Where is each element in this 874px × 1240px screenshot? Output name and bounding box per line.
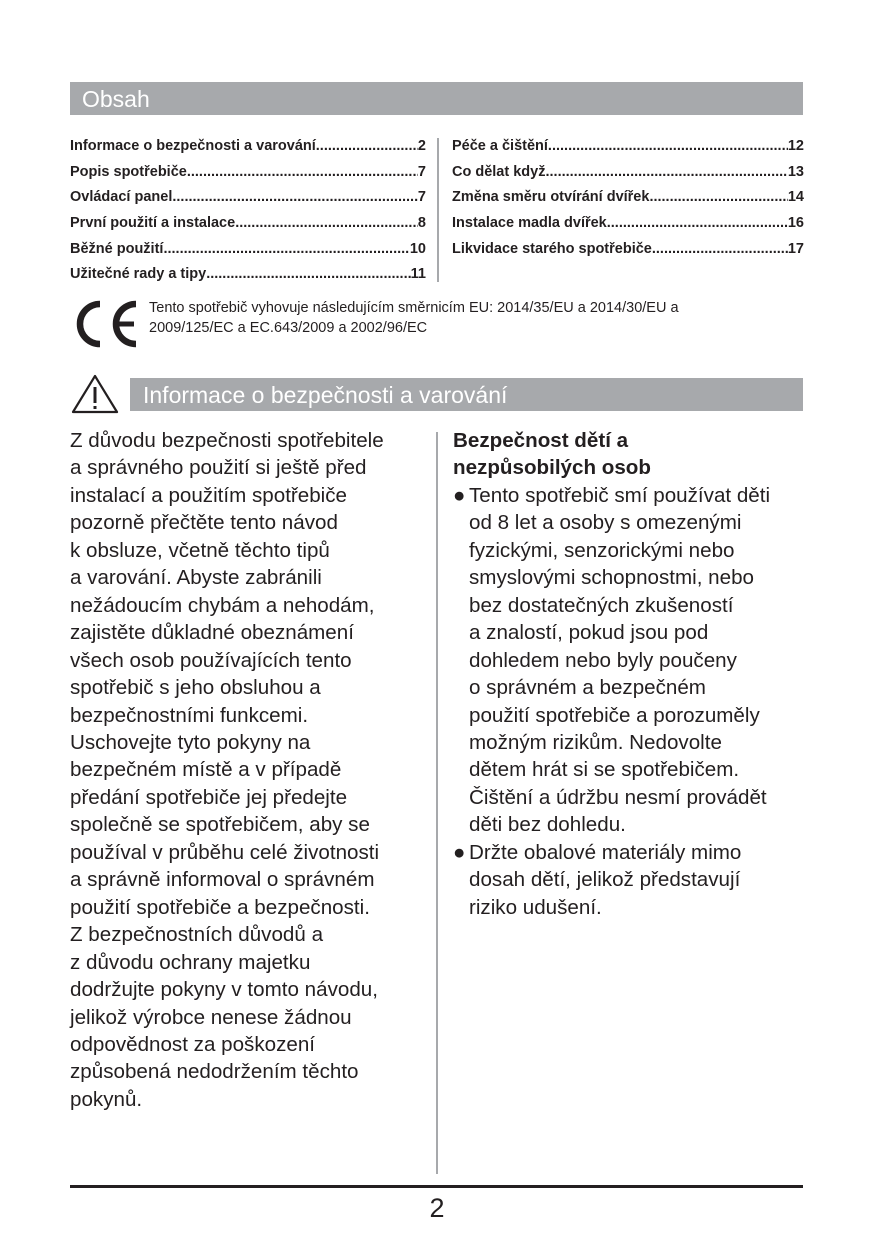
toc-entry[interactable] — [70, 162, 426, 188]
subheading: nezpůsobilých osob — [453, 456, 651, 480]
text-line: dodržujte pokyny v tomto návodu, — [70, 978, 378, 1002]
toc-entry-page: 8 — [417, 215, 426, 232]
text-line: předání spotřebiče jej předejte — [70, 785, 348, 809]
toc-entry-title: Instalace madla dvířek — [452, 215, 607, 232]
toc-entry-page: 7 — [417, 163, 426, 180]
toc-entry[interactable] — [70, 136, 426, 162]
text-line: a správně informoval o správném — [70, 868, 375, 892]
text-line: Držte obalové materiály mimo — [469, 840, 742, 864]
text-line: bez dostatečných zkušeností — [469, 593, 734, 617]
text-line: způsobená nedodržením těchto — [70, 1060, 359, 1084]
text-line: smyslovými schopnostmi, nebo — [469, 566, 754, 590]
text-line: bezpečném místě a v případě — [70, 758, 342, 782]
toc-entry-title: Změna směru otvírání dvířek — [452, 189, 650, 206]
text-line: pozorně přečtěte tento návod — [70, 511, 338, 535]
toc-entry-title: Likvidace starého spotřebiče — [452, 240, 652, 257]
text-line: o správném a bezpečném — [469, 676, 706, 700]
toc-entry-page: 7 — [417, 189, 426, 206]
text-line: spotřebič s jeho obsluhou a — [70, 676, 321, 700]
text-line: nežádoucím chybám a nehodám, — [70, 593, 375, 617]
toc-entry[interactable] — [452, 187, 804, 213]
ce-line: Tento spotřebič vyhovuje následujícím směrnicím EU: 2014/35/EU a 2014/30/EU a — [149, 300, 679, 316]
footer-rule — [70, 1185, 803, 1188]
text-line: Uschovejte tyto pokyny na — [70, 730, 311, 754]
text-line: děti bez dohledu. — [469, 813, 626, 837]
text-line: možným rizikům. Nedovolte — [469, 730, 722, 754]
toc-entry[interactable] — [452, 136, 804, 162]
text-line: instalací a použitím spotřebiče — [70, 483, 348, 507]
text-line: od 8 let a osoby s omezenými — [469, 511, 742, 535]
text-line: použití spotřebiče a porozuměly — [469, 703, 760, 727]
text-line: a správného použití si ještě před — [70, 456, 367, 480]
ce-line: 2009/125/EC a EC.643/2009 a 2002/96/EC — [149, 320, 428, 336]
toc-entry-title: První použití a instalace — [70, 215, 236, 232]
toc-entry[interactable] — [70, 187, 426, 213]
toc-entry-page: 10 — [409, 240, 426, 257]
bullet-icon: ● — [453, 483, 466, 507]
toc-entry-title: Co dělat když... — [452, 163, 558, 180]
warning-triangle-icon — [70, 373, 120, 415]
toc-leader-dots — [187, 162, 418, 188]
text-line: a znalostí, pokud jsou pod — [469, 621, 709, 645]
ce-compliance-text — [149, 298, 799, 338]
toc-entry-page: 2 — [417, 138, 426, 154]
text-line: zajistěte důkladné obeznámení — [70, 621, 354, 645]
toc-entry-page: 16 — [787, 215, 804, 232]
intro-paragraph — [70, 427, 384, 1113]
bullet-item — [453, 482, 770, 839]
toc-leader-dots — [172, 187, 418, 213]
toc-entry[interactable] — [452, 162, 804, 188]
toc-leader-dots — [558, 162, 788, 188]
toc-leader-dots — [652, 239, 788, 265]
toc-entry-title: Ovládací panel — [70, 189, 173, 206]
toc-leader-dots — [163, 239, 409, 265]
toc-entry-title: Užitečné rady a tipy — [70, 266, 207, 283]
toc-right-column — [452, 136, 804, 264]
toc-entry-title: Běžné použití — [70, 240, 164, 257]
child-safety-section — [453, 427, 770, 921]
toc-leader-dots — [548, 136, 788, 162]
text-line: fyzickými, senzorickými nebo — [469, 538, 735, 562]
toc-entry-title: Informace o bezpečnosti a varování — [70, 138, 316, 154]
text-line: používal v průběhu celé životnosti — [70, 840, 380, 864]
toc-divider — [437, 138, 439, 282]
toc-entry[interactable] — [452, 239, 804, 265]
toc-entry[interactable] — [70, 264, 426, 290]
text-line: riziko udušení. — [469, 895, 602, 919]
toc-leader-dots — [649, 187, 787, 213]
text-line: dosah dětí, jelikož představují — [469, 868, 741, 892]
text-line: použití spotřebiče a bezpečnosti. — [70, 895, 370, 919]
text-line: společně se spotřebičem, aby se — [70, 813, 370, 837]
text-line: pokynů. — [70, 1087, 143, 1111]
toc-leader-dots — [316, 136, 418, 162]
text-line: a varování. Abyste zabránili — [70, 566, 322, 590]
text-line: z důvodu ochrany majetku — [70, 950, 311, 974]
text-line: odpovědnost za poškození — [70, 1032, 316, 1056]
toc-entry-page: 12 — [787, 138, 804, 154]
toc-entry[interactable] — [70, 239, 426, 265]
toc-entry[interactable] — [70, 213, 426, 239]
bullet-icon: ● — [453, 840, 466, 864]
text-line: Z bezpečnostních důvodů a — [70, 923, 324, 947]
page-number: 2 — [429, 1193, 445, 1223]
bullet-item — [453, 839, 770, 921]
toc-leader-dots — [607, 213, 788, 239]
text-line: k obsluze, včetně těchto tipů — [70, 538, 330, 562]
column-divider — [436, 432, 438, 1174]
toc-entry-page: 11 — [410, 266, 426, 283]
section-title: Informace o bezpečnosti a varování — [130, 378, 803, 411]
toc-title: Obsah — [70, 82, 803, 115]
text-line: dohledem nebo byly poučeny — [469, 648, 737, 672]
toc-entry-title: Péče a čištění — [452, 138, 548, 154]
toc-entry-page: 17 — [787, 240, 804, 257]
text-line: Tento spotřebič smí používat děti — [469, 483, 771, 507]
text-line: Čištění a údržbu nesmí provádět — [469, 785, 767, 809]
toc-entry-page: 14 — [787, 189, 804, 206]
subheading: Bezpečnost dětí a — [453, 429, 629, 452]
text-line: Z důvodu bezpečnosti spotřebitele — [70, 429, 384, 452]
toc-entry-title: Popis spotřebiče — [70, 163, 187, 180]
toc-entry-page: 13 — [787, 163, 804, 180]
text-line: jelikož výrobce nenese žádnou — [70, 1005, 352, 1029]
toc-left-column — [70, 136, 426, 290]
ce-mark-icon — [70, 300, 138, 348]
toc-entry[interactable] — [452, 213, 804, 239]
text-line: bezpečnostními funkcemi. — [70, 703, 309, 727]
toc-leader-dots — [206, 264, 410, 290]
text-line: dětem hrát si se spotřebičem. — [469, 758, 740, 782]
toc-leader-dots — [235, 213, 418, 239]
text-line: všech osob používajících tento — [70, 648, 352, 672]
